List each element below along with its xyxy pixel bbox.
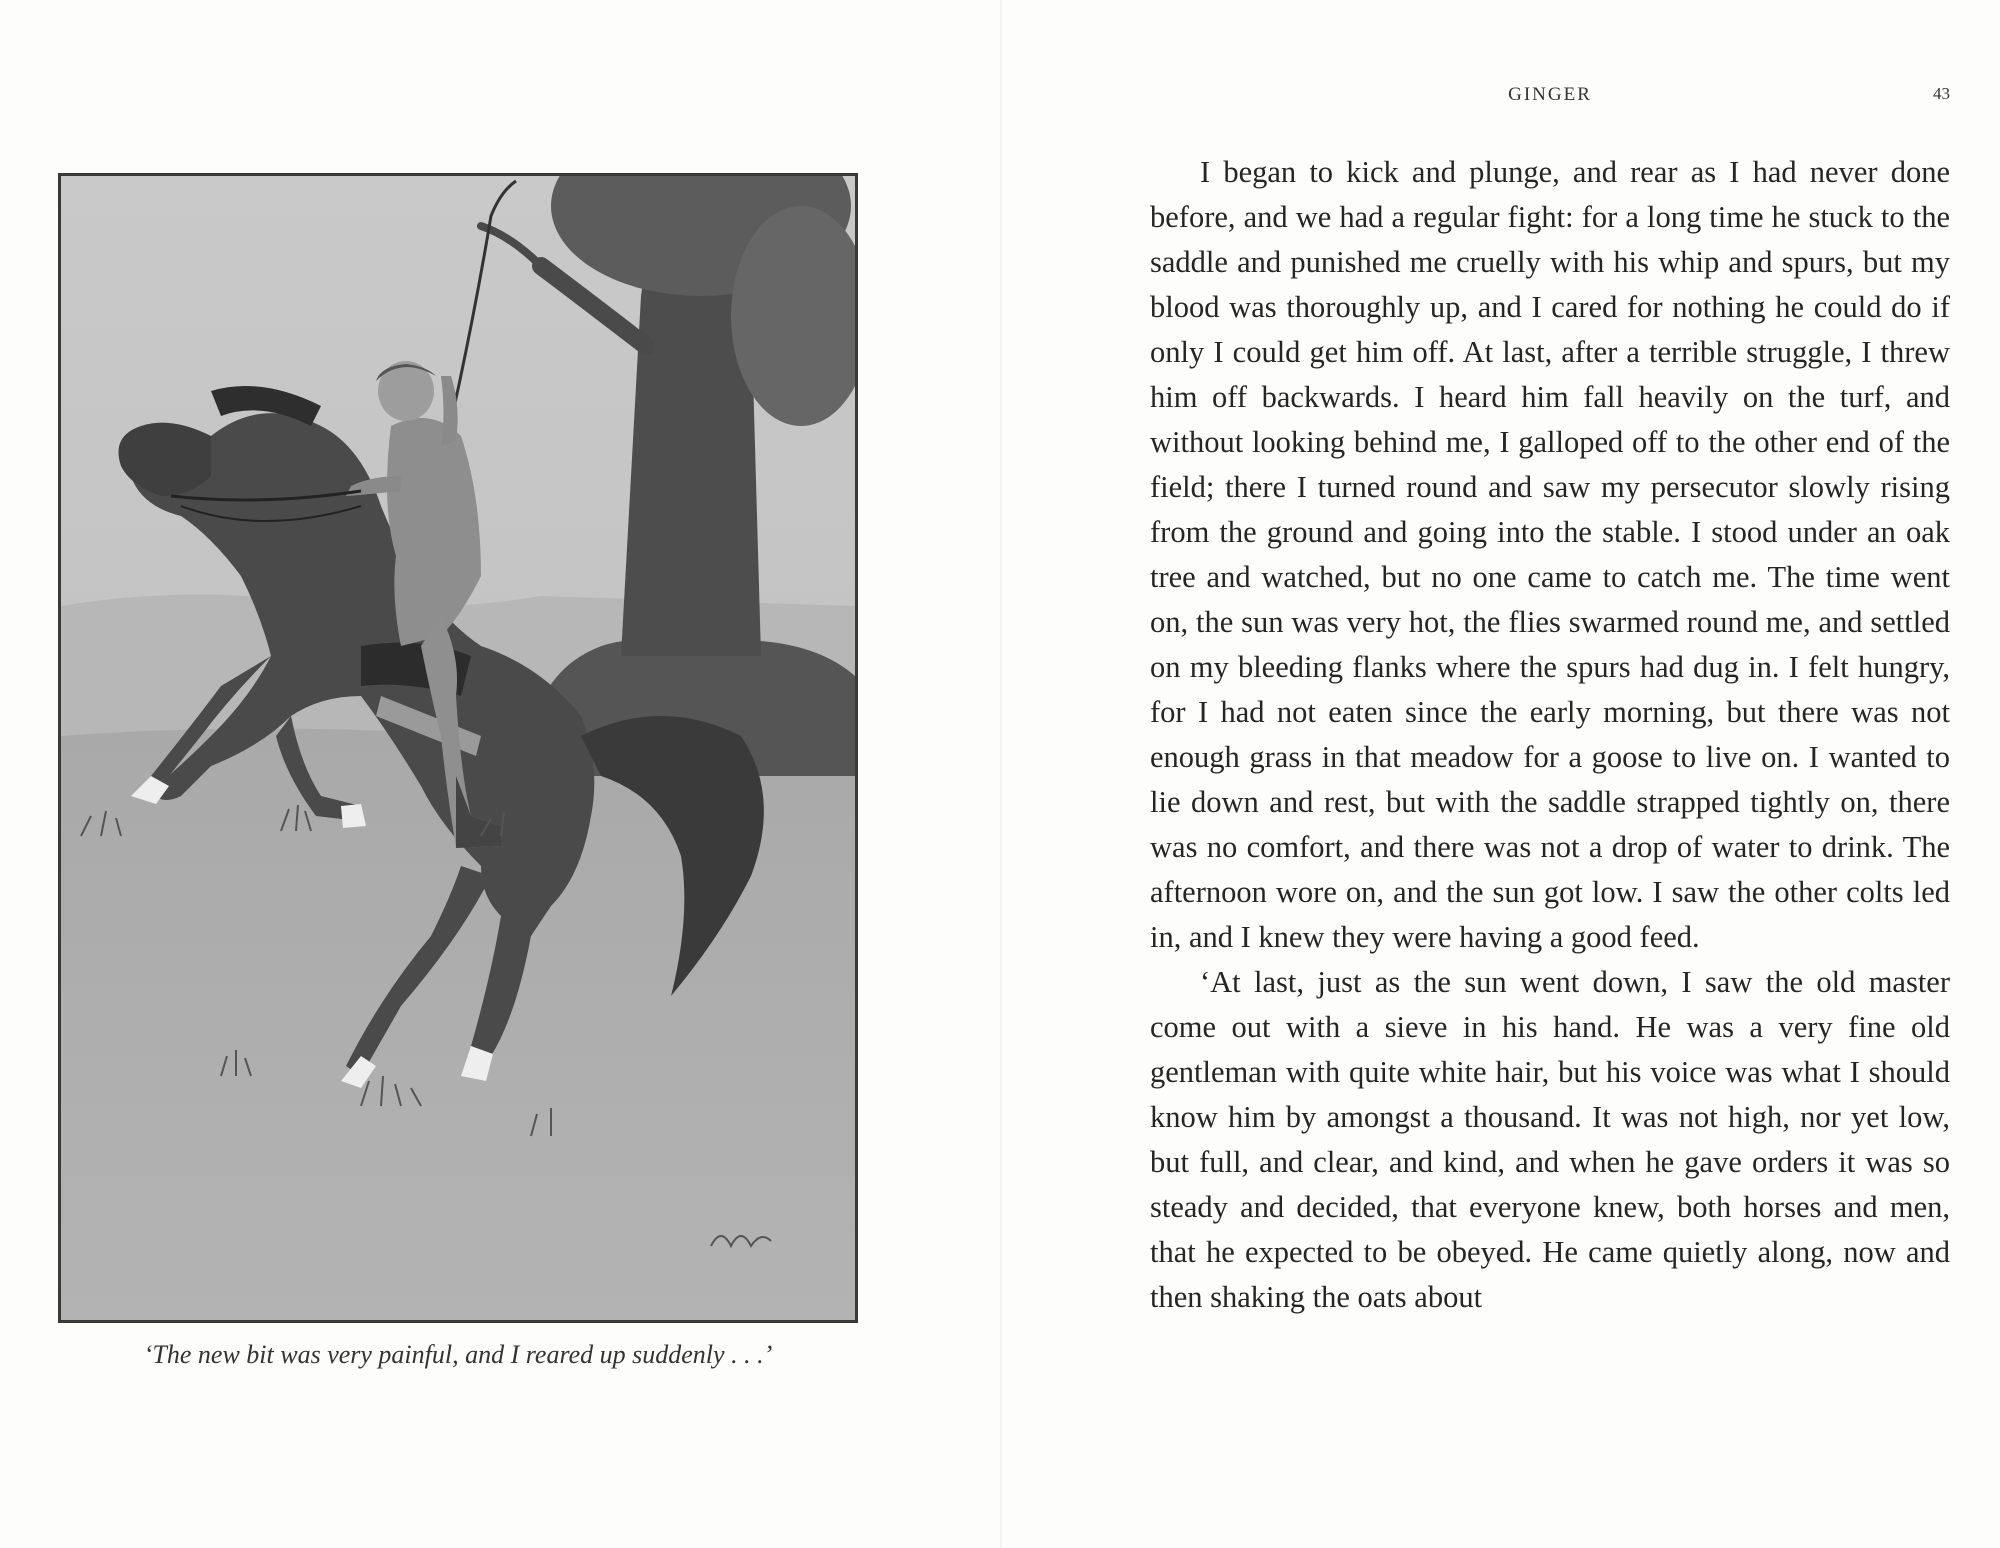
running-title: GINGER — [1508, 84, 1592, 105]
running-head — [1150, 84, 1950, 114]
illustration-plate — [58, 173, 858, 1323]
body-text — [1150, 150, 1950, 1320]
paragraph: I began to kick and plunge, and rear as I had never done before, and we had a regular fight: for a long time he stuck to the saddle and punished me cruelly with his whip and spurs, but my blood was thoroughly up, and I cared for nothing he could do if only I could get him off. At last, after a terrible struggle, I threw him off backwards. I heard him fall heavily on the turf, and without looking behind me, I galloped off to the other end of the field; there I turned round and saw my persecutor slowly rising from the ground and going into the stable. I stood under an oak tree and watched, but no one came to catch me. The time went on, the sun was very hot, the flies swarmed round me, and settled on my bleeding flanks where the spurs had dug in. I felt hungry, for I had not eaten since the early morning, but there was not enough grass in that meadow for a goose to live on. I wanted to lie down and rest, but with the saddle strapped tightly on, there was no comfort, and there was not a drop of water to drink. The afternoon wore on, and the sun got low. I saw the other colts led in, and I knew they were having a good feed. — [1150, 155, 1950, 954]
illustration-caption: ‘The new bit was very painful, and I reared up suddenly . . .’ — [143, 1340, 773, 1369]
paragraph: ‘At last, just as the sun went down, I saw the old master come out with a sieve in his hand. He was a very fine old gentleman with quite white hair, but his voice was what I should know him by amongst a thousand. It was not high, nor yet low, but full, and clear, and kind, and when he gave orders it was so steady and decided, that everyone knew, both horses and men, that he expected to be obeyed. He came quietly along, now and then shaking the oats about — [1150, 965, 1950, 1314]
page-gutter — [1000, 0, 1002, 1548]
horse-rearing-illustration — [61, 176, 855, 1320]
page-number: 43 — [1933, 84, 1950, 103]
